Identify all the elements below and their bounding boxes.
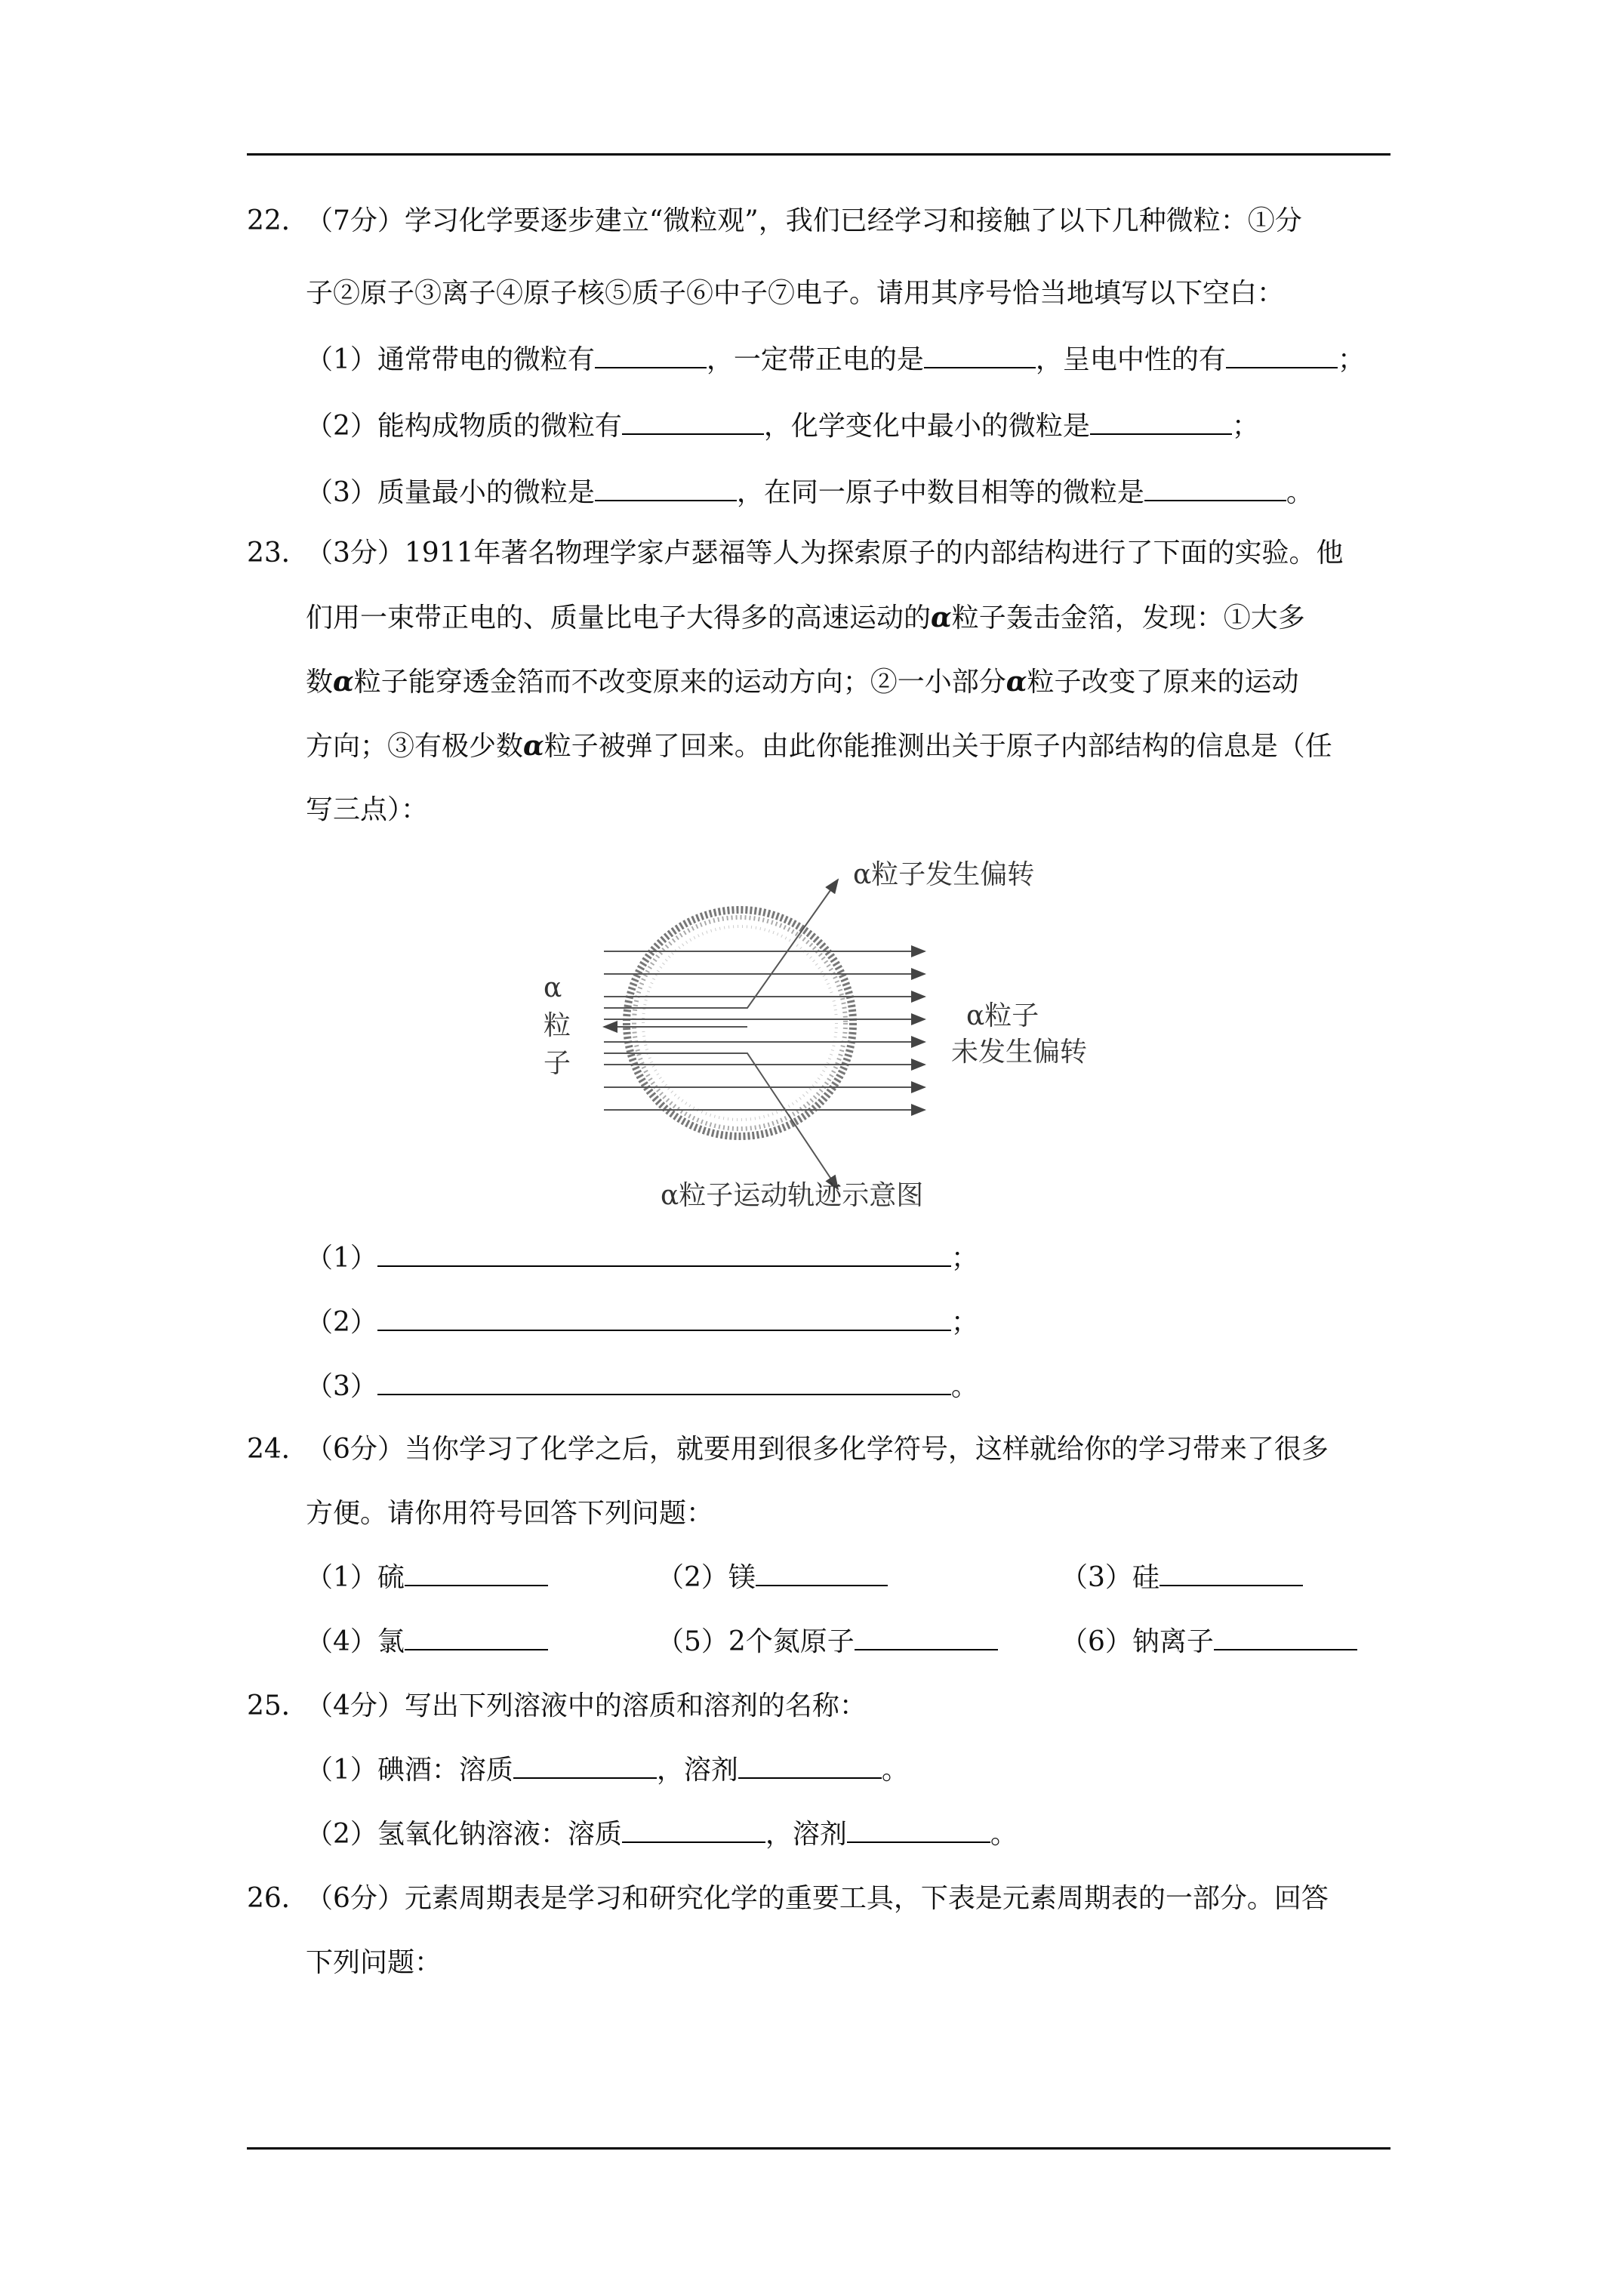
alpha-symbol: α (333, 666, 354, 698)
q22-part1: （1）通常带电的微粒有 ，一定带正电的是 ，呈电中性的有 ； (306, 341, 1365, 379)
gold-atom-sphere (627, 910, 853, 1136)
q25-part1: （1）碘酒：溶质 ，溶剂 。 (306, 1752, 909, 1789)
alpha-symbol: α (931, 602, 952, 633)
q24-item-magnesium: （2）镁 (657, 1559, 888, 1597)
figure-caption: α粒子运动轨迹示意图 (661, 1180, 924, 1211)
q22-blank-smallest[interactable] (1090, 408, 1232, 435)
q23-answer-blank-1[interactable] (377, 1240, 951, 1267)
q23-line4: 方向；③有极少数α粒子被弹了回来。由此你能推测出关于原子内部结构的信息是（任 (306, 730, 1332, 762)
q24-number: 24． (247, 1434, 309, 1465)
q24-blank-3[interactable] (1160, 1559, 1303, 1586)
q25-blank-solvent-2[interactable] (847, 1816, 990, 1843)
q24-item-sulfur: （1）硫 (306, 1559, 548, 1597)
q23-answer-blank-3[interactable] (377, 1368, 951, 1395)
q24-item-silicon: （3）硅 (1061, 1559, 1303, 1597)
label-alpha-left-2: 粒 (544, 1010, 571, 1041)
q26-line2: 下列问题： (306, 1947, 442, 1978)
footer-rule (247, 2147, 1390, 2150)
q22-blank-charged[interactable] (595, 341, 707, 368)
label-deflected: α粒子发生偏转 (853, 859, 1035, 890)
q24-item-chlorine: （4）氯 (306, 1623, 548, 1661)
label-alpha-left-3: 子 (544, 1048, 571, 1079)
rutherford-scattering-figure (528, 849, 1117, 1212)
q22-stem-line2: 子②原子③离子④原子核⑤质子⑥中子⑦电子。请用其序号恰当地填写以下空白： (306, 278, 1285, 309)
q22-blank-constitute[interactable] (622, 408, 764, 435)
q22-blank-least-mass[interactable] (595, 474, 737, 501)
q25-part2: （2）氢氧化钠溶液：溶质 ，溶剂 。 (306, 1816, 1018, 1854)
q23-number: 23． (247, 538, 309, 569)
label-not-deflected: 未发生偏转 (951, 1037, 1088, 1068)
q23-answer-blank-2[interactable] (377, 1304, 951, 1331)
q23-answer-3: （3） 。 (306, 1368, 978, 1406)
q25-blank-solute-2[interactable] (622, 1816, 765, 1843)
q24-item-sodium-ion: （6）钠离子 (1061, 1623, 1357, 1661)
q22-blank-neutral[interactable] (1226, 341, 1338, 368)
q24-blank-5[interactable] (855, 1623, 998, 1650)
label-alpha-right-1: α粒子 (966, 1000, 1039, 1031)
q23-answer-2: （2） ； (306, 1304, 978, 1342)
q24-blank-1[interactable] (405, 1559, 548, 1586)
q24-blank-4[interactable] (405, 1623, 548, 1650)
alpha-symbol: α (523, 730, 544, 762)
q26-number: 26． (247, 1883, 309, 1914)
q24-item-nitrogen-atoms: （5）2个氮原子 (657, 1623, 998, 1661)
q23-line3: 数α粒子能穿透金箔而不改变原来的运动方向；②一小部分α粒子改变了原来的运动 (306, 666, 1299, 698)
q22-part3: （3）质量最小的微粒是 ，在同一原子中数目相等的微粒是 。 (306, 474, 1313, 512)
q25-number: 25． (247, 1690, 309, 1721)
q23-answer-1: （1） ； (306, 1240, 978, 1277)
q24-blank-2[interactable] (756, 1559, 888, 1586)
q24-line1: （6分）当你学习了化学之后，就要用到很多化学符号，这样就给你的学习带来了很多 (306, 1434, 1329, 1465)
alpha-symbol: α (1006, 666, 1027, 698)
q24-blank-6[interactable] (1214, 1623, 1357, 1650)
q22-number: 22． (247, 205, 309, 236)
q25-line1: （4分）写出下列溶液中的溶质和溶剂的名称： (306, 1690, 867, 1721)
q23-line5: 写三点）： (306, 794, 429, 825)
header-rule (247, 153, 1390, 156)
q22-blank-positive[interactable] (924, 341, 1036, 368)
q22-stem-line1: （7分）学习化学要逐步建立“微粒观”，我们已经学习和接触了以下几种微粒：①分 (306, 205, 1302, 236)
q23-line1: （3分）1911年著名物理学家卢瑟福等人为探索原子的内部结构进行了下面的实验。他 (306, 538, 1344, 569)
label-alpha-left-1: α (544, 972, 562, 1003)
q22-part2: （2）能构成物质的微粒有 ，化学变化中最小的微粒是 ； (306, 408, 1259, 445)
q25-blank-solvent-1[interactable] (738, 1752, 882, 1779)
q24-line2: 方便。请你用符号回答下列问题： (306, 1498, 714, 1529)
q23-line2: 们用一束带正电的、质量比电子大得多的高速运动的α粒子轰击金箔，发现：①大多 (306, 602, 1305, 633)
q22-blank-equal-count[interactable] (1144, 474, 1286, 501)
q25-blank-solute-1[interactable] (513, 1752, 657, 1779)
q26-line1: （6分）元素周期表是学习和研究化学的重要工具，下表是元素周期表的一部分。回答 (306, 1883, 1329, 1914)
